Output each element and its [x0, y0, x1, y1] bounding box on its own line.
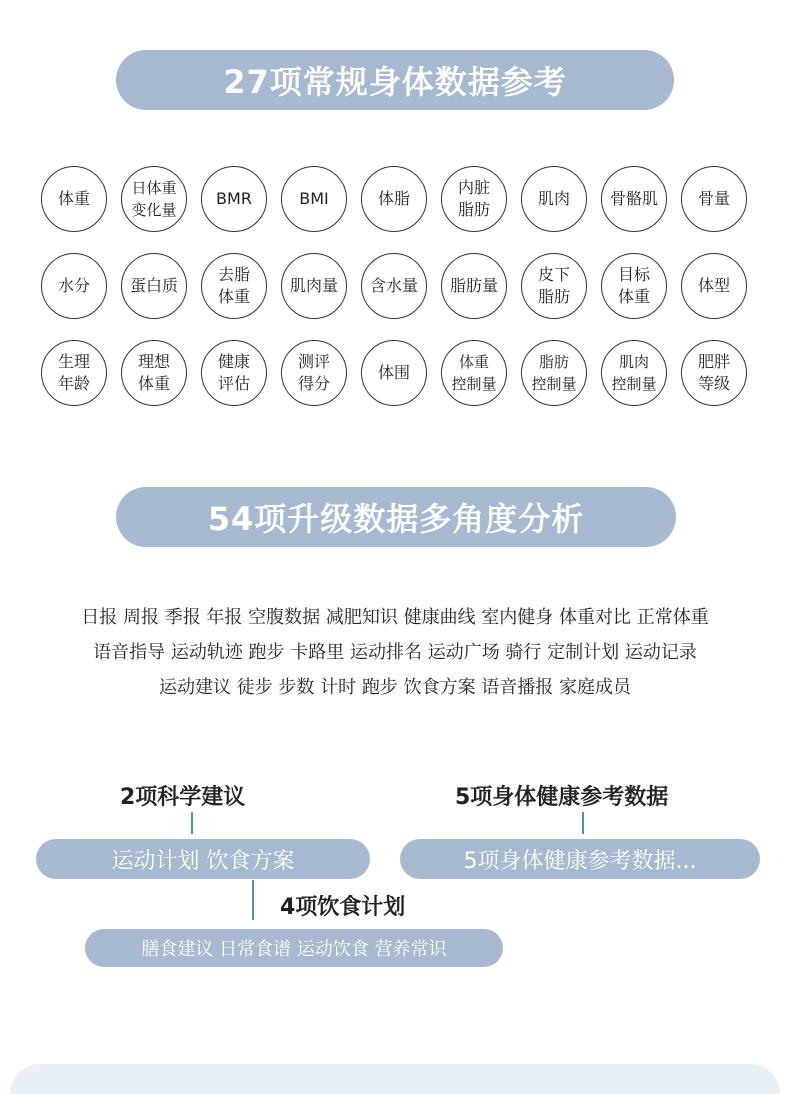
connector-line [191, 812, 193, 834]
data-item-circle: 脂肪 控制量 [521, 340, 587, 406]
data-item-cell [198, 253, 278, 340]
data-item-circle: 含水量 [361, 253, 427, 319]
data-item-cell [358, 166, 438, 253]
data-item-cell [278, 340, 358, 427]
data-item-cell [278, 253, 358, 340]
data-item-cell [518, 253, 598, 340]
data-item-cell [438, 340, 518, 427]
data-item-circle: 测评 得分 [281, 340, 347, 406]
data-item-cell [438, 253, 518, 340]
data-item-circle: 日体重 变化量 [121, 166, 187, 232]
upgrade-data-list [0, 600, 790, 705]
data-item-circle: 肌肉 控制量 [601, 340, 667, 406]
upgrade-data-line: 日报 周报 季报 年报 空腹数据 减肥知识 健康曲线 室内健身 体重对比 正常体重 [81, 607, 709, 628]
data-item-circle: 骨量 [681, 166, 747, 232]
data-item-circle: 肥胖 等级 [681, 340, 747, 406]
data-item-circle: 体重 [41, 166, 107, 232]
data-item-circle: 体型 [681, 253, 747, 319]
connector-line [582, 812, 584, 834]
diet-plan-heading: 4项饮食计划 [280, 895, 406, 920]
next-section-edge [10, 1064, 780, 1094]
data-item-cell [518, 166, 598, 253]
data-item-cell [678, 166, 758, 253]
data-item-cell [118, 253, 198, 340]
data-item-cell [518, 340, 598, 427]
science-advice-heading: 2项科学建议 [120, 785, 246, 810]
data-item-circle: 内脏 脂肪 [441, 166, 507, 232]
science-advice-pill: 运动计划 饮食方案 [36, 839, 370, 879]
data-item-circle: 目标 体重 [601, 253, 667, 319]
data-item-circle: 生理 年龄 [41, 340, 107, 406]
data-item-cell [438, 166, 518, 253]
data-item-circle: 体围 [361, 340, 427, 406]
body-health-pill: 5项身体健康参考数据... [400, 839, 760, 879]
diet-plan-pill: 膳食建议 日常食谱 运动饮食 营养常识 [85, 929, 503, 967]
connector-line [252, 880, 254, 920]
data-item-circle: 体重 控制量 [441, 340, 507, 406]
data-item-cell [198, 340, 278, 427]
data-item-circle: 皮下 脂肪 [521, 253, 587, 319]
data-item-circle: BMI [281, 166, 347, 232]
upgrade-data-line: 语音指导 运动轨迹 跑步 卡路里 运动排名 运动广场 骑行 定制计划 运动记录 [93, 642, 697, 663]
body-health-heading: 5项身体健康参考数据 [455, 785, 669, 810]
upgrade-data-line: 运动建议 徒步 步数 计时 跑步 饮食方案 语音播报 家庭成员 [158, 677, 632, 698]
data-item-circle: 理想 体重 [121, 340, 187, 406]
data-item-circle: 健康 评估 [201, 340, 267, 406]
data-item-circle: 蛋白质 [121, 253, 187, 319]
data-item-cell [118, 166, 198, 253]
data-item-circle: BMR [201, 166, 267, 232]
data-item-circle: 肌肉 [521, 166, 587, 232]
data-item-cell [38, 253, 118, 340]
data-item-cell [598, 253, 678, 340]
data-item-circle: 脂肪量 [441, 253, 507, 319]
section-title-upgrade-data: 54项升级数据多角度分析 [116, 487, 676, 547]
data-item-cell [678, 253, 758, 340]
data-item-cell [198, 166, 278, 253]
data-item-cell [358, 340, 438, 427]
data-item-circle: 水分 [41, 253, 107, 319]
data-item-circle: 骨骼肌 [601, 166, 667, 232]
section-title-regular-data: 27项常规身体数据参考 [116, 50, 674, 110]
data-item-cell [678, 340, 758, 427]
data-item-cell [358, 253, 438, 340]
data-item-circle: 去脂 体重 [201, 253, 267, 319]
regular-data-grid [38, 166, 758, 427]
data-item-circle: 体脂 [361, 166, 427, 232]
data-item-cell [278, 166, 358, 253]
data-item-circle: 肌肉量 [281, 253, 347, 319]
data-item-cell [598, 166, 678, 253]
data-item-cell [38, 166, 118, 253]
data-item-cell [118, 340, 198, 427]
data-item-cell [598, 340, 678, 427]
data-item-cell [38, 340, 118, 427]
